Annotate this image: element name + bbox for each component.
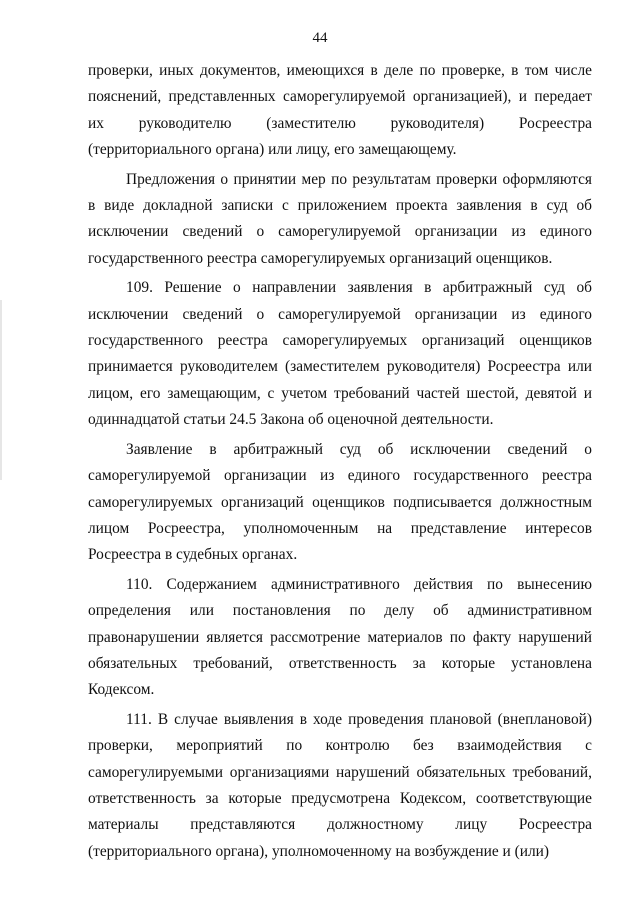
paragraph-continuation: проверки, иных документов, имеющихся в деле по проверке, в том числе пояснений, представленных саморегулируемой организацией), и передает их руководителю (заместителю руководителя) Росреестра (территориального органа) или лицу, его замещающему. [88,62,592,159]
paragraph-111: 111. В случае выявления в ходе проведения плановой (внеплановой) проверки, мероприятий по контролю без взаимодействия с саморегулируемыми организациями нарушений обязательных требований, ответственность за которые предусмотрена Кодексом, соответствующие материалы представляются должностному лицу Росреестра (территориального органа), уполномоченному на возбуждение и (или) [88,710,592,860]
document-body [88,58,592,865]
paragraph-110: 110. Содержанием административного действия по вынесению определения или постановления по делу об административном правонарушении является рассмотрение материалов по факту нарушений обязательных требований, ответственность за которые установлена Кодексом. [88,575,592,699]
paragraph-proposals: Предложения о принятии мер по результатам проверки оформляются в виде докладной записки с приложением проекта заявления в суд об исключении сведений о саморегулируемой организации из единого государственного реестра саморегулируемых организаций оценщиков. [88,170,592,267]
page-number: 44 [312,30,328,46]
paragraph-court-application: Заявление в арбитражный суд об исключении сведений о саморегулируемой организации из единого государственного реестра саморегулируемых организаций оценщиков подписывается должностным лицом Росреестра, уполномоченным на представление интересов Росреестра в судебных органах. [88,440,592,564]
paragraph-109: 109. Решение о направлении заявления в арбитражный суд об исключении сведений о саморегулируемой организации из единого государственного реестра саморегулируемых организаций оценщиков принимается руководителем (заместителем руководителя) Росреестра или лицом, его замещающим, с учетом требований частей шестой, девятой и одиннадцатой статьи 24.5 Закона об оценочной деятельности. [88,279,592,429]
scan-edge-mark [0,300,2,480]
